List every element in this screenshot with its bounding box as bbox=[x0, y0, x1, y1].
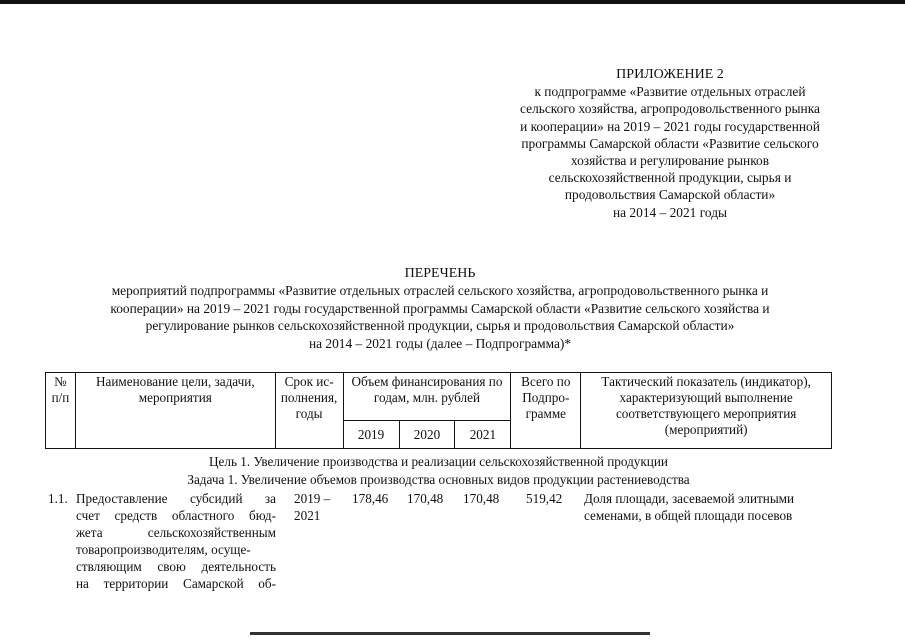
row-name-line: Предоставление субсидий за bbox=[76, 491, 276, 506]
annex-line: к подпрограмме «Развитие отдельных отраслей bbox=[534, 84, 806, 100]
row-name-line: товаропроизводителям, осуще- bbox=[76, 542, 251, 557]
header-total: Всего по Подпро-грамме bbox=[511, 373, 581, 449]
row-term-line: 2019 – bbox=[294, 491, 331, 506]
row-number: 1.1. bbox=[48, 491, 68, 506]
row-name-line: ствляющим свою деятельность bbox=[76, 559, 276, 574]
header-year-2020: 2020 bbox=[399, 421, 455, 449]
row-value-2019: 178,46 bbox=[352, 491, 389, 506]
row-indicator bbox=[584, 490, 834, 524]
header-year-2021: 2021 bbox=[455, 421, 511, 449]
row-indicator-line: Доля площади, засеваемой элитными bbox=[584, 491, 795, 506]
row-name-line: жета сельскохозяйственным bbox=[76, 525, 276, 540]
list-subtitle-line: на 2014 – 2021 годы (далее – Подпрограмма)* bbox=[308, 335, 572, 351]
row-value-2020: 170,48 bbox=[407, 491, 444, 506]
row-total: 519,42 bbox=[526, 491, 563, 506]
list-title: ПЕРЕЧЕНЬ bbox=[404, 266, 476, 281]
annex-line: сельскохозяйственной продукции, сырья и bbox=[548, 170, 792, 186]
annex-title: ПРИЛОЖЕНИЕ 2 bbox=[616, 67, 724, 82]
annex-line: программы Самарской области «Развитие сельского bbox=[521, 135, 819, 151]
header-term: Срок ис-полнения, годы bbox=[275, 373, 343, 449]
row-name-line: на территории Самарской об- bbox=[76, 576, 276, 591]
header-year-2019: 2019 bbox=[343, 421, 399, 449]
annex-line: сельского хозяйства, агропродовольственного рынка bbox=[520, 101, 820, 117]
annex-line: продовольствия Самарской области» bbox=[564, 187, 776, 203]
top-border bbox=[0, 0, 905, 4]
row-value-2021: 170,48 bbox=[463, 491, 500, 506]
list-subtitle-line: регулирование рынков сельскохозяйственной продукции, сырья и продовольствия Самарской области» bbox=[145, 318, 735, 334]
annex-block bbox=[480, 66, 860, 221]
annex-line: на 2014 – 2021 годы bbox=[612, 204, 728, 220]
goal-text: Цель 1. Увеличение производства и реализации сельскохозяйственной продукции bbox=[209, 454, 668, 469]
row-term-line: 2021 bbox=[294, 508, 321, 523]
header-funding: Объем финансирования по годам, млн. рублей bbox=[343, 373, 511, 421]
header-indicator: Тактический показатель (индикатор), характеризующий выполнение соответствующего мероприятия (мероприятий) bbox=[581, 373, 832, 449]
row-name-line: счет средств областного бюд- bbox=[76, 508, 276, 523]
list-title-block bbox=[20, 265, 860, 352]
list-subtitle-line: кооперации» на 2019 – 2021 годы государственной программы Самарской области «Развитие сельского хозяйства и bbox=[110, 300, 770, 316]
row-term bbox=[294, 490, 344, 524]
header-name: Наименование цели, задачи, мероприятия bbox=[75, 373, 275, 449]
table-header bbox=[45, 372, 832, 449]
row-name bbox=[76, 490, 276, 592]
bottom-border bbox=[250, 632, 650, 635]
annex-line: хозяйства и регулирование рынков bbox=[570, 153, 770, 169]
header-number: № п/п bbox=[46, 373, 76, 449]
task-text: Задача 1. Увеличение объемов производства основных видов продукции растениеводства bbox=[187, 472, 690, 487]
list-subtitle-line: мероприятий подпрограммы «Развитие отдельных отраслей сельского хозяйства, агропродовольственного рынка и bbox=[111, 283, 769, 299]
annex-line: и кооперации» на 2019 – 2021 годы государственной bbox=[520, 118, 820, 134]
row-indicator-line: семенами, в общей площади посевов bbox=[584, 508, 793, 523]
